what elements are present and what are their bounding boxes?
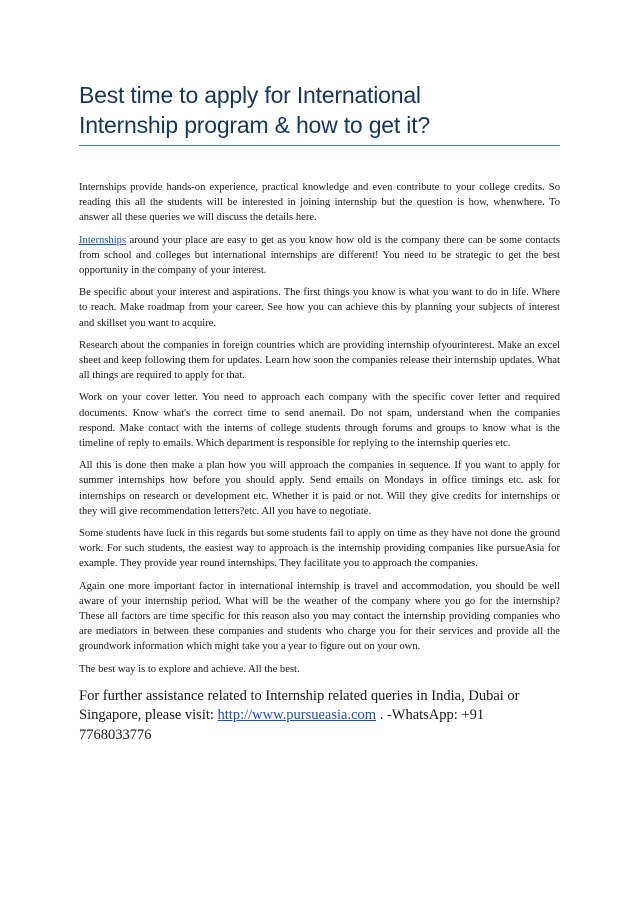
contact-prefix: For further assistance related to Internship related queries in India, Dubai or Singapore, please visit:	[79, 687, 520, 724]
paragraph-6: All this is done then make a plan how you will approach the companies in sequence. If you want to apply for summer internships how before you should apply. Send emails on Mondays in office timings etc. ask for internships on research or development etc. Whether it is paid or not. Will they give credits for internships or they will give recommendation letters?etc. All you have to negotiate.	[79, 460, 560, 517]
paragraph-3: Be specific about your interest and aspirations. The first things you know is what you want to do in life. Where to reach. Make roadmap from your career. See how you can achieve this by planning your subjects of interest and skillset you want to acquire.	[79, 287, 560, 329]
pursueasia-link[interactable]: http://www.pursueasia.com	[217, 707, 377, 724]
paragraph-9: The best way is to explore and achieve. All the best.	[79, 663, 300, 675]
contact-suffix: . -WhatsApp: +91 7768033776	[79, 707, 485, 743]
paragraph-1: Internships provide hands-on experience, practical knowledge and even contribute to your college credits. So reading this all the students will be interested in joining internship but the question is how, whenwhere. To answer all these queries we will discuss the details here.	[79, 182, 560, 224]
paragraph-4: Research about the companies in foreign countries which are providing internship ofyourinterest. Make an excel sheet and keep following them for updates. Learn how soon the companies release their internship updates. What all things are required to apply for that.	[79, 339, 560, 382]
paragraph-8: Again one more important factor in international internship is travel and accommodation, you should be well aware of your internship period. What will be the weather of the company where you go for the internship? These all factors are time specific for this reason also you may contact the internship providing companies who are mediators in between these companies and students who charge you for their services and provide all the groundwork information which might take you a year to figure out on your own.	[79, 580, 560, 653]
document-page	[79, 80, 560, 745]
paragraph-2-text: around your place are easy to get as you know how old is the company there can be some contacts from school and colleges but international internships are different! You need to be strategic to get the best opportunity in the company of your interest.	[79, 234, 560, 277]
contact-paragraph	[79, 687, 560, 746]
paragraph-7: Some students have luck in this regards but some students fail to apply on time as they have not done the ground work. For such students, the easiest way to approach is the internship providing companies like pursueAsia for example. They provide year round internships. They facilitate you to approach the companies.	[79, 528, 560, 570]
document-body	[79, 180, 560, 677]
internships-link[interactable]: Internships	[79, 234, 127, 246]
title-line-1: Best time to apply for International	[79, 82, 421, 108]
paragraph-5: Work on your cover letter. You need to approach each company with the specific cover letter and required documents. Know what's the correct time to send anemail. Do not spam, understand when the companies respond. Make contact with the interns of college students through forums and groups to know what is the timeline of reply to emails. Which department is responsible for replying to the internship queries etc.	[79, 392, 560, 450]
title-line-2: Internship program & how to get it?	[79, 112, 430, 138]
paragraph-2	[79, 233, 560, 279]
document-title	[79, 80, 560, 146]
